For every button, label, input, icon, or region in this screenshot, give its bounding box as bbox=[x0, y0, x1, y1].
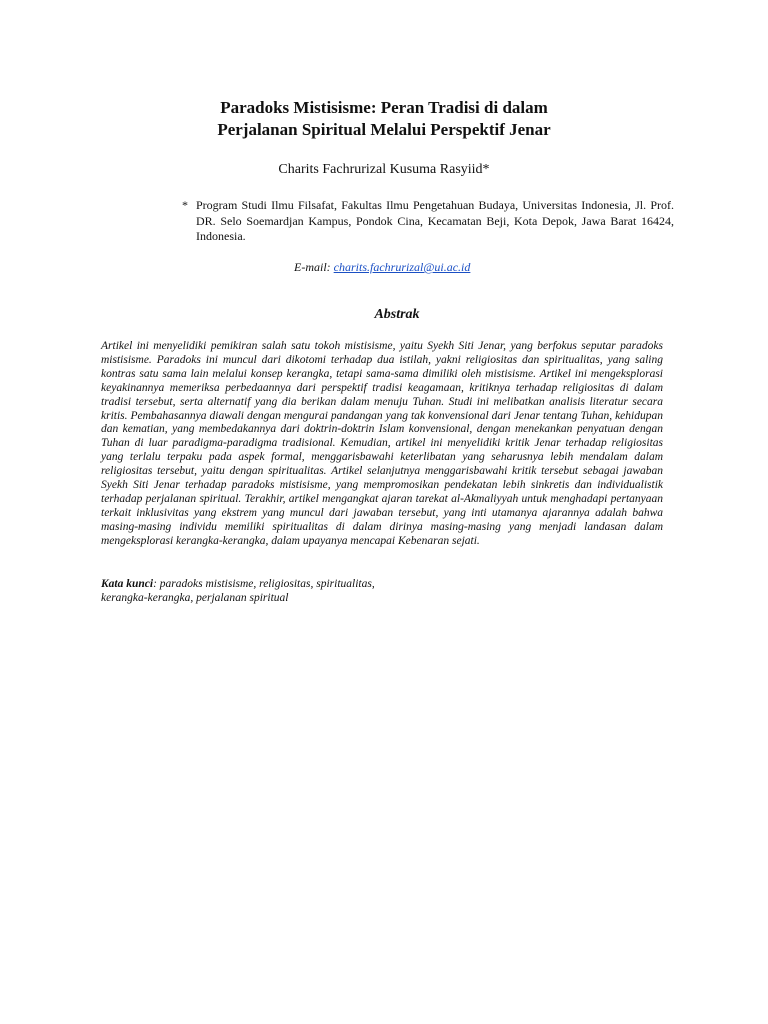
paper-title-line-2: Perjalanan Spiritual Melalui Perspektif Jenar bbox=[217, 120, 551, 139]
author-name: Charits Fachrurizal Kusuma Rasyiid* bbox=[278, 162, 490, 177]
keywords-text-2: kerangka-kerangka, perjalanan spiritual bbox=[101, 592, 289, 605]
affiliation-block bbox=[182, 198, 674, 245]
abstract-heading: Abstrak bbox=[374, 307, 420, 322]
keywords-text-1: : paradoks mistisisme, religiositas, spiritualitas, bbox=[153, 578, 375, 590]
keywords-line-1 bbox=[101, 577, 663, 591]
keywords-block bbox=[101, 577, 663, 605]
keywords-label: Kata kunci bbox=[101, 578, 154, 590]
affiliation-marker: * bbox=[182, 198, 188, 212]
affiliation-text: Program Studi Ilmu Filsafat, Fakultas Ilmu Pengetahuan Budaya, Universitas Indonesia, Jl. Prof. DR. Selo Soemardjan Kampus, Pondok Cina, Kecamatan Beji, Kota Depok, Jawa Barat 16424, Indonesia. bbox=[196, 198, 674, 243]
email-link[interactable]: charits.fachrurizal@ui.ac.id bbox=[333, 260, 471, 274]
paper-title-line-1: Paradoks Mistisisme: Peran Tradisi di dalam bbox=[220, 98, 548, 117]
abstract-body: Artikel ini menyelidiki pemikiran salah satu tokoh mistisisme, yaitu Syekh Siti Jenar, yang berfokus seputar paradoks mistisisme. Paradoks ini muncul dari dikotomi terhadap dua istilah, yakni religiositas dan spiritualitas, yang saling kontras satu sama lain melalui konsep kerangka, tetapi sama-sama dimiliki oleh mistisisme. Artikel ini mengeksplorasi keyakinannya memeriksa perbedaannya dari perspektif tradisi keagamaan, kritiknya terhadap religiositas di dalam tradisi tersebut, serta alternatif yang dia berikan dalam menuju Tuhan. Studi ini melibatkan analisis literatur secara kritis. Pembahasannya diawali dengan mengurai pandangan yang tak konvensional dari Jenar tentang Tuhan, kehidupan dan kematian, yang membedakannya dari doktrin-doktrin Islam konvensional, dengan menekankan penyatuan dengan Tuhan di luar paradigma-paradigma tradisional. Kemudian, artikel ini menyelidiki kritik Jenar terhadap religiositas yang terlalu terpaku pada aspek formal, menggarisbawahi keterlibatan yang seharusnya lebih mendalam dalam religiositas tersebut, yaitu dengan spiritualitas. Artikel selanjutnya menggarisbawahi kritik tersebut sebagai jawaban Syekh Siti Jenar terhadap paradoks mistisisme, yang mempromosikan pendekatan lebih sinkretis dan individualistik terhadap perjalanan spiritual. Terakhir, artikel mengangkat ajaran tarekat al-Akmaliyyah untuk menghadapi pertanyaan terkait inklusivitas yang ekstrem yang muncul dari jawaban tersebut, yang inti utamanya ajarannya adalah bahwa masing-masing individu memiliki spiritualitas di dalam dirinya masing-masing yang menjadi landasan dalam mengeksplorasi kerangka-kerangka, dalam upayanya mencapai Kebenaran sejati. bbox=[101, 340, 663, 547]
email-label: E-mail: bbox=[294, 260, 331, 274]
paper-title bbox=[0, 97, 768, 141]
email-line bbox=[294, 260, 470, 275]
